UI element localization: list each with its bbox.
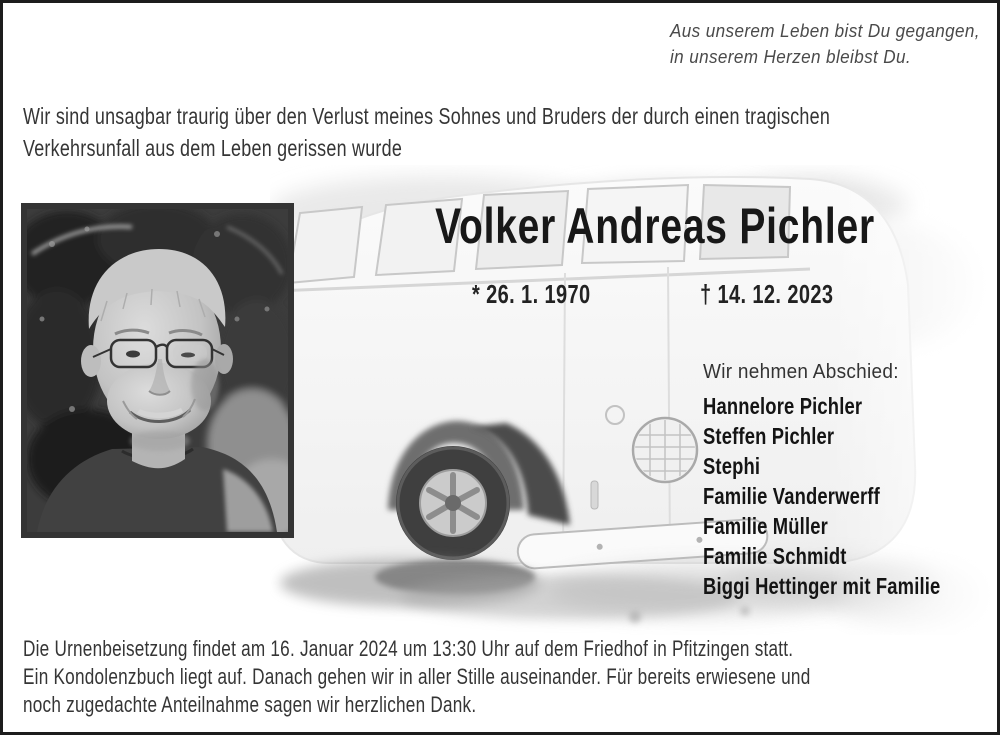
intro-paragraph — [23, 100, 1000, 164]
mourner-name: Familie Müller — [703, 513, 828, 539]
mourner-name: Familie Schmidt — [703, 543, 847, 569]
deceased-name: Volker Andreas Pichler — [435, 198, 875, 254]
death-date: † 14. 12. 2023 — [700, 279, 834, 309]
funeral-info-line: noch zugedachte Anteilnahme sagen wir herzlichen Dank. — [23, 692, 477, 717]
epigraph-line: in unserem Herzen bleibst Du. — [670, 47, 912, 67]
farewell-section — [703, 361, 1000, 601]
epigraph-line: Aus unserem Leben bist Du gegangen, — [670, 21, 980, 41]
funeral-info-paragraph — [23, 635, 1000, 719]
intro-line: Verkehrsunfall aus dem Leben gerissen wurde — [23, 135, 403, 161]
mourner-name: Stephi — [703, 453, 761, 479]
birth-date: * 26. 1. 1970 — [472, 279, 591, 309]
funeral-info-line: Ein Kondolenzbuch liegt auf. Danach gehen wir in aller Stille auseinander. Für bereits erwiesene und — [23, 664, 811, 689]
portrait-photo — [21, 203, 294, 538]
mourner-name: Biggi Hettinger mit Familie — [703, 573, 941, 599]
farewell-label: Wir nehmen Abschied: — [703, 361, 899, 383]
mourners-list — [703, 391, 1000, 601]
funeral-info-line: Die Urnenbeisetzung findet am 16. Januar 2024 um 13:30 Uhr auf dem Friedhof in Pfitzingen statt. — [23, 636, 794, 661]
mourner-name: Familie Vanderwerff — [703, 483, 880, 509]
mourner-name: Hannelore Pichler — [703, 393, 863, 419]
epigraph — [670, 18, 980, 70]
intro-line: Wir sind unsagbar traurig über den Verlust meines Sohnes und Bruders der durch einen tragischen — [23, 103, 831, 129]
mourner-name: Steffen Pichler — [703, 423, 835, 449]
